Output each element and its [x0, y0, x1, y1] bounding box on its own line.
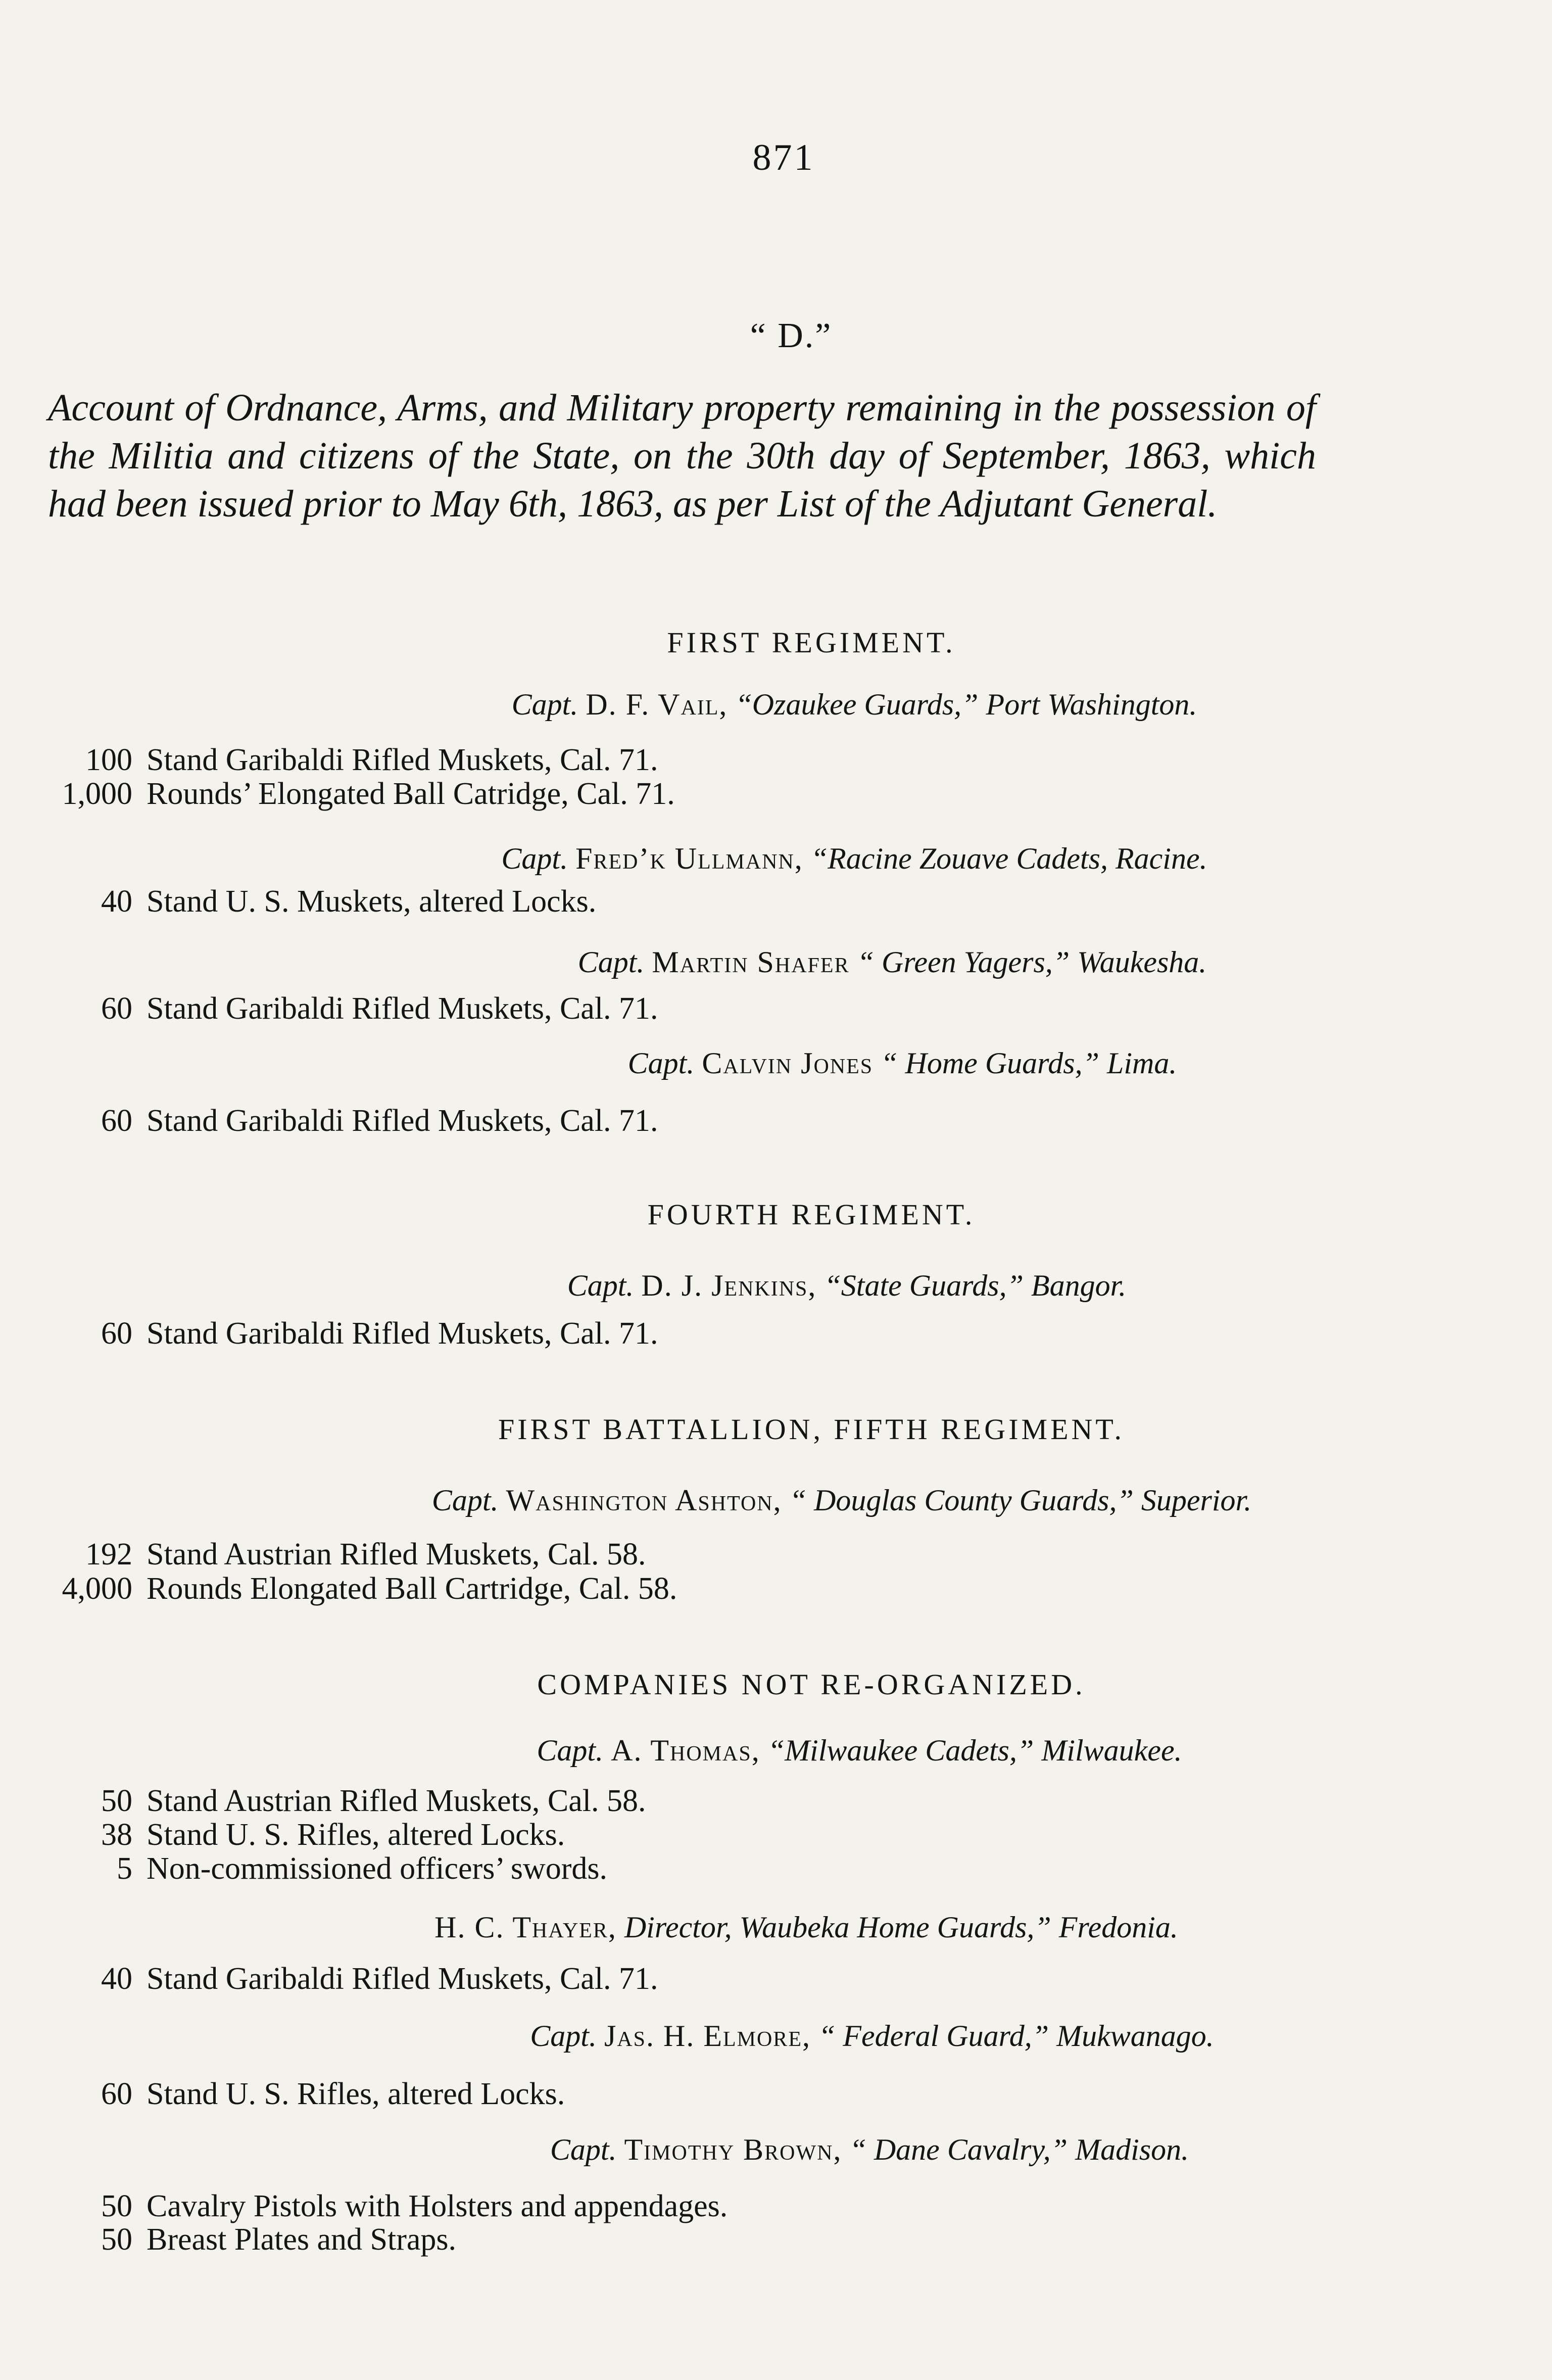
company-unit: “Milwaukee Cadets,” Milwaukee.	[767, 1734, 1182, 1767]
page-number: 871	[752, 137, 815, 178]
item-quantity: 5	[117, 1851, 132, 1886]
item-description: Non-commissioned officers’ swords.	[147, 1851, 608, 1886]
item-quantity: 50	[101, 2222, 132, 2257]
item-description: Rounds’ Elongated Ball Catridge, Cal. 71.	[147, 777, 675, 811]
list-item	[0, 1818, 565, 1852]
company-captain: Jas. H. Elmore,	[604, 2019, 811, 2053]
company-title: Capt.	[567, 1269, 634, 1302]
item-quantity: 192	[85, 1537, 132, 1572]
item-description: Stand Garibaldi Rifled Muskets, Cal. 71.	[147, 1104, 658, 1138]
company-title: Capt.	[530, 2019, 597, 2053]
company-header	[0, 1268, 1552, 1303]
company-unit: “ Douglas County Guards,” Superior.	[789, 1484, 1252, 1517]
item-description: Breast Plates and Straps.	[147, 2222, 457, 2257]
item-quantity: 38	[101, 1818, 132, 1852]
section-heading: FIRST REGIMENT.	[667, 626, 956, 659]
list-item	[0, 2077, 565, 2111]
item-quantity: 4,000	[62, 1572, 132, 1606]
list-item	[0, 1962, 658, 1996]
company-captain: H. C. Thayer,	[434, 1911, 617, 1944]
item-quantity: 60	[101, 1316, 132, 1351]
company-unit: “ Home Guards,” Lima.	[881, 1046, 1177, 1080]
item-quantity: 60	[101, 991, 132, 1026]
list-item	[0, 1784, 646, 1818]
company-header	[0, 841, 1552, 876]
item-description: Rounds Elongated Ball Cartridge, Cal. 58.	[147, 1572, 677, 1606]
item-description: Stand Garibaldi Rifled Muskets, Cal. 71.	[147, 1962, 658, 1996]
company-header	[0, 945, 1552, 980]
section-heading: FIRST BATTALLION, FIFTH REGIMENT.	[498, 1413, 1125, 1446]
company-captain: D. J. Jenkins,	[641, 1269, 817, 1302]
list-item	[0, 2222, 456, 2257]
item-description: Stand U. S. Muskets, altered Locks.	[147, 884, 597, 919]
company-header	[0, 1046, 1552, 1081]
item-quantity: 1,000	[62, 777, 132, 811]
company-captain: A. Thomas,	[611, 1734, 760, 1767]
company-captain: Fred’k Ullmann,	[575, 842, 803, 875]
company-header	[0, 2132, 1552, 2167]
list-item	[0, 1316, 658, 1351]
company-title: Capt.	[431, 1484, 499, 1517]
list-item	[0, 2189, 728, 2223]
company-title: Capt.	[577, 945, 645, 979]
company-header	[0, 1483, 1552, 1518]
item-description: Stand U. S. Rifles, altered Locks.	[147, 2077, 565, 2111]
company-unit: “Ozaukee Guards,” Port Washington.	[735, 688, 1197, 721]
company-captain: Martin Shafer	[652, 945, 850, 979]
company-unit: Director, Waubeka Home Guards,” Fredonia.	[624, 1911, 1178, 1944]
company-captain: D. F. Vail,	[586, 688, 728, 721]
item-quantity: 60	[101, 2077, 132, 2111]
list-item	[0, 991, 658, 1026]
list-item	[0, 1104, 658, 1138]
appendix-letter: “ D.”	[750, 316, 833, 355]
company-unit: “Racine Zouave Cadets, Racine.	[810, 842, 1207, 875]
item-quantity: 60	[101, 1104, 132, 1138]
item-quantity: 50	[101, 2189, 132, 2223]
company-header	[0, 1733, 1552, 1768]
item-description: Stand Austrian Rifled Muskets, Cal. 58.	[147, 1537, 646, 1572]
company-header	[0, 1910, 1552, 1945]
section-heading: COMPANIES NOT RE-ORGANIZED.	[537, 1668, 1086, 1701]
item-description: Stand U. S. Rifles, altered Locks.	[147, 1818, 565, 1852]
company-title: Capt.	[501, 842, 568, 875]
list-item	[0, 743, 658, 777]
company-captain: Washington Ashton,	[506, 1484, 782, 1517]
list-item	[0, 777, 675, 811]
company-title: Capt.	[627, 1046, 695, 1080]
intro-paragraph: Account of Ordnance, Arms, and Military property remaining in the possession of the Militia and citizens of the State, on the 30th day of September, 1863, which had been issued prior to May 6th, 1863, as per List of the Adjutant General.	[48, 387, 1316, 525]
company-title: Capt.	[537, 1734, 604, 1767]
list-item	[0, 1572, 677, 1606]
list-item	[0, 884, 596, 919]
item-quantity: 40	[101, 1962, 132, 1996]
item-quantity: 100	[85, 743, 132, 777]
list-item	[0, 1851, 607, 1886]
item-description: Stand Garibaldi Rifled Muskets, Cal. 71.	[147, 1316, 658, 1351]
company-unit: “ Federal Guard,” Mukwanago.	[818, 2019, 1214, 2053]
list-item	[0, 1537, 646, 1572]
item-description: Stand Garibaldi Rifled Muskets, Cal. 71.	[147, 743, 658, 777]
company-captain: Calvin Jones	[702, 1046, 874, 1080]
item-description: Stand Austrian Rifled Muskets, Cal. 58.	[147, 1784, 646, 1818]
company-unit: “State Guards,” Bangor.	[824, 1269, 1127, 1302]
company-captain: Timothy Brown,	[624, 2133, 842, 2166]
section-heading: FOURTH REGIMENT.	[647, 1198, 976, 1231]
item-description: Stand Garibaldi Rifled Muskets, Cal. 71.	[147, 991, 658, 1026]
company-header	[0, 687, 1552, 722]
company-unit: “ Dane Cavalry,” Madison.	[849, 2133, 1189, 2166]
item-quantity: 50	[101, 1784, 132, 1818]
company-title: Capt.	[550, 2133, 617, 2166]
company-header	[0, 2019, 1552, 2054]
item-description: Cavalry Pistols with Holsters and appendages.	[147, 2189, 728, 2223]
item-quantity: 40	[101, 884, 132, 919]
company-unit: “ Green Yagers,” Waukesha.	[857, 945, 1207, 979]
company-title: Capt.	[511, 688, 578, 721]
